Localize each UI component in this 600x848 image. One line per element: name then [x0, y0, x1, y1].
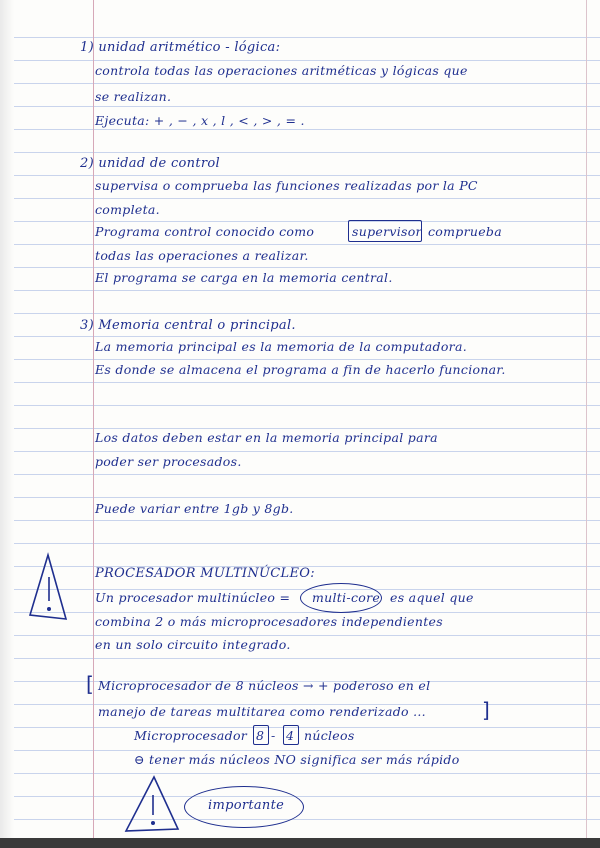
alu-line-3: Ejecuta: + , − , x , l , < , > , = . — [95, 113, 305, 128]
control-line-1: supervisa o comprueba las funciones realizadas por la PC — [95, 178, 478, 193]
memory-line-2: Es donde se almacena el programa a fin de hacerlo funcionar. — [95, 362, 506, 377]
minus-note: ⊖ tener más núcleos NO significa ser más rápido — [134, 752, 460, 767]
multicore-bracket-line-1: Microprocesador de 8 núcleos → + poderoso en el — [98, 678, 431, 693]
alu-line-2: se realizan. — [95, 89, 172, 104]
memory-title: 3) Memoria central o principal. — [80, 318, 296, 333]
warning-triangle-icon — [124, 775, 180, 835]
multicore-line1-suffix: es aquel que — [390, 590, 474, 605]
control-program-prefix: Programa control conocido como — [95, 224, 315, 239]
control-line-2: completa. — [95, 202, 160, 217]
control-program-suffix: comprueba — [428, 224, 502, 239]
alu-title: 1) unidad aritmético - lógica: — [80, 40, 281, 55]
right-margin-line — [586, 0, 587, 848]
memory-range-line: Puede variar entre 1gb y 8gb. — [95, 501, 294, 516]
multicore-line1-oval-text: multi-core — [312, 590, 381, 605]
multicore-line1-prefix: Un procesador multinúcleo = — [95, 590, 291, 605]
importante-label: importante — [208, 798, 285, 813]
page-edge — [0, 0, 14, 848]
control-line-3: todas las operaciones a realizar. — [95, 248, 309, 263]
page-bottom-edge — [0, 838, 600, 848]
warning-triangle-icon — [28, 553, 68, 623]
control-program-boxed: supervisor — [352, 224, 422, 239]
open-bracket-icon: [ — [86, 672, 94, 696]
multicore-title: PROCESADOR MULTINÚCLEO: — [95, 566, 315, 581]
memory-data-line-2: poder ser procesados. — [95, 454, 242, 469]
close-bracket-icon: ] — [482, 698, 490, 722]
control-title: 2) unidad de control — [80, 156, 220, 171]
micro-box1-text: 8 — [256, 728, 265, 743]
memory-data-line-1: Los datos deben estar en la memoria principal para — [95, 430, 438, 445]
memory-line-1: La memoria principal es la memoria de la computadora. — [95, 339, 467, 354]
multicore-line-3: en un solo circuito integrado. — [95, 637, 291, 652]
micro-box2-text: 4 — [286, 728, 295, 743]
micro-prefix: Microprocesador — [134, 728, 248, 743]
micro-suffix: núcleos — [304, 728, 355, 743]
multicore-bracket-line-2: manejo de tareas multitarea como renderizado ... — [98, 704, 426, 719]
alu-line-1: controla todas las operaciones aritméticas y lógicas que — [95, 63, 468, 78]
control-line-4: El programa se carga en la memoria central. — [95, 270, 393, 285]
left-margin-line — [93, 0, 94, 848]
micro-dash: - — [271, 728, 276, 743]
multicore-line-2: combina 2 o más microprocesadores independientes — [95, 614, 443, 629]
